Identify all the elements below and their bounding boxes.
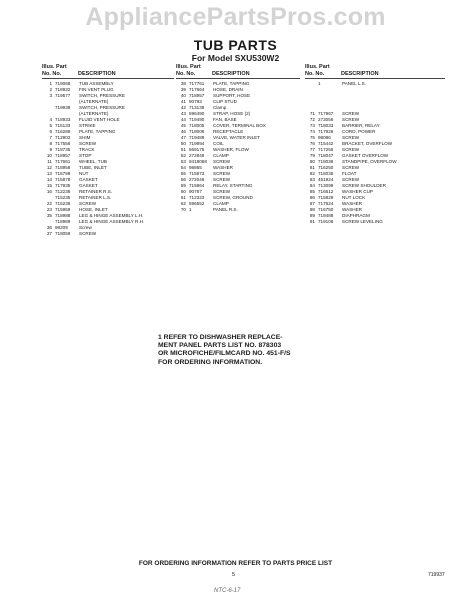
illus-number: 8 bbox=[49, 141, 52, 146]
part-description: PANEL L.S. bbox=[342, 81, 366, 86]
description-header: DESCRIPTION bbox=[78, 71, 116, 77]
part-number: 715799 bbox=[55, 171, 71, 176]
part-description: SCREW bbox=[342, 147, 360, 152]
part-description: BRACKET, OVERFLOW bbox=[342, 141, 393, 146]
illus-number: 86 bbox=[309, 195, 315, 200]
part-description: CLIP STUD bbox=[213, 99, 237, 104]
illus-number: 3 bbox=[49, 93, 52, 98]
illus-number: 6 bbox=[49, 129, 52, 134]
illus-number: 60 bbox=[180, 189, 186, 194]
table-row bbox=[42, 231, 174, 237]
illus-number: 74 bbox=[309, 129, 315, 134]
part-number: 9418068 bbox=[189, 159, 207, 164]
part-description: SCREW bbox=[79, 231, 97, 236]
part-number: 719068 bbox=[55, 81, 71, 86]
illus-number: 44 bbox=[180, 117, 186, 122]
part-description: SCREW bbox=[342, 117, 360, 122]
part-description: PLATE, TAPPING bbox=[213, 81, 250, 86]
part-number: 719577 bbox=[55, 93, 71, 98]
illus-number: 1 bbox=[49, 81, 52, 86]
part-description: NUT LOCK bbox=[342, 195, 366, 200]
part-description: RETAINER L.S. bbox=[79, 195, 112, 200]
part-description: COVER, TERMINAL BOX bbox=[213, 123, 266, 128]
part-description: FLOAT bbox=[342, 171, 357, 176]
parts-column-3 bbox=[305, 64, 445, 225]
part-description: PANEL R.S. bbox=[213, 207, 238, 212]
part-number: 719106 bbox=[318, 219, 334, 224]
part-description: NUT bbox=[79, 171, 89, 176]
part-number: 569175 bbox=[189, 147, 205, 152]
part-description: DIAPHRAGM bbox=[342, 213, 370, 218]
page-number: 5 bbox=[232, 572, 236, 578]
part-number: 596490 bbox=[189, 111, 205, 116]
part-number: 718033 bbox=[318, 123, 334, 128]
part-description: HOSE, INLET bbox=[79, 207, 108, 212]
part-number: 718958 bbox=[55, 165, 71, 170]
page-title: TUB PARTS bbox=[193, 37, 278, 53]
part-description: SCREW bbox=[342, 135, 360, 140]
part-description: STANDPIPE, OVERFLOW bbox=[342, 159, 397, 164]
illus-number: 16 bbox=[46, 189, 52, 194]
illus-number: 70 bbox=[180, 207, 186, 212]
header-rule bbox=[305, 78, 445, 79]
illus-number: 38 bbox=[180, 81, 186, 86]
part-number: 717556 bbox=[55, 141, 71, 146]
part-description: STRIKE bbox=[79, 123, 96, 128]
part-description: SCREW bbox=[213, 171, 231, 176]
part-description: RECEPTACLE bbox=[213, 129, 244, 134]
watermark: AppliancePartsPros.com bbox=[85, 3, 386, 31]
part-number: 716289 bbox=[55, 129, 71, 134]
part-description: RETAINER R.S. bbox=[79, 189, 113, 194]
ordering-footer: FOR ORDERING INFORMATION REFER TO PARTS PRICE LIST bbox=[138, 560, 333, 567]
illus-number: 9 bbox=[49, 147, 52, 152]
illus-number: 12 bbox=[46, 165, 52, 170]
illus-number: 71 bbox=[309, 111, 315, 116]
part-number: 273056 bbox=[318, 117, 334, 122]
part-description: TUB ASSEMBLY bbox=[79, 81, 114, 86]
illus-number: 89 bbox=[309, 213, 315, 218]
part-number: 717624 bbox=[318, 201, 334, 206]
part-number: 713099 bbox=[318, 183, 334, 188]
part-number: 715864 bbox=[189, 183, 205, 188]
illus-number: 15 bbox=[46, 183, 52, 188]
illus-number: 2 bbox=[49, 87, 52, 92]
illus-number: 7 bbox=[49, 135, 52, 140]
part-description: SUPPORT, HOSE bbox=[213, 93, 251, 98]
part-description: LEG & HINGE ASSEMBLY R.H. bbox=[79, 219, 145, 224]
illus-number: 73 bbox=[309, 123, 315, 128]
illus-number: 5 bbox=[49, 123, 52, 128]
illus-number: 43 bbox=[180, 111, 186, 116]
part-number: 712236 bbox=[55, 189, 71, 194]
illus-number: 87 bbox=[309, 201, 315, 206]
part-number: 718059 bbox=[55, 231, 71, 236]
part-description: SWITCH, PRESSURE bbox=[79, 93, 125, 98]
part-description: STOP bbox=[79, 153, 92, 158]
part-description: FIN VENT PLUG bbox=[79, 87, 114, 92]
part-description: SCREW bbox=[342, 165, 360, 170]
illus-number: 11 bbox=[47, 159, 52, 164]
part-description: SCREW bbox=[342, 177, 360, 182]
column-header bbox=[305, 64, 445, 78]
part-description: SCREW bbox=[79, 141, 97, 146]
part-number: 715973 bbox=[189, 171, 205, 176]
header-rule bbox=[176, 78, 300, 79]
part-description: HOSE, DRAIN bbox=[213, 87, 243, 92]
illus-number: 80 bbox=[309, 159, 315, 164]
part-number: 718932 bbox=[55, 87, 71, 92]
note-line: OR MICROFICHE/FILMCARD NO. 451-F/S bbox=[158, 350, 291, 358]
note-line: 1 REFER TO DISHWASHER REPLACE- bbox=[158, 334, 283, 341]
illus-number: 91 bbox=[309, 219, 315, 224]
illus-number: 42 bbox=[180, 105, 186, 110]
illus-part-header: Illus. Part bbox=[305, 64, 330, 70]
part-number: 272046 bbox=[189, 177, 205, 182]
illus-number: 88 bbox=[309, 207, 315, 212]
illus-number: 72 bbox=[309, 117, 315, 122]
note-line: FOR ORDERING INFORMATION. bbox=[158, 358, 263, 366]
illus-number: 79 bbox=[309, 153, 315, 158]
illus-number: 75 bbox=[309, 135, 315, 140]
part-number: 718005 bbox=[189, 123, 205, 128]
part-description: CLAMP bbox=[213, 201, 229, 206]
part-description: SWITCH, PRESSURE bbox=[79, 105, 125, 110]
part-number: 98209 bbox=[55, 225, 68, 230]
part-number: 719994 bbox=[189, 141, 205, 146]
illus-number: 39 bbox=[180, 87, 186, 92]
illus-number: 4 bbox=[49, 117, 52, 122]
panel-note bbox=[158, 334, 428, 367]
part-description: VALVE, WATER INLET bbox=[213, 135, 261, 140]
part-description: WASHER bbox=[342, 201, 362, 206]
part-number: 719488 bbox=[318, 213, 334, 218]
part-description: STRAP, HOSE (2) bbox=[213, 111, 251, 116]
illus-number: 36 bbox=[46, 225, 52, 230]
part-description: TUBE, INLET bbox=[79, 165, 107, 170]
part-number: 451924 bbox=[318, 177, 334, 182]
part-description: WASHER bbox=[213, 165, 233, 170]
part-number: 718036 bbox=[318, 159, 334, 164]
illus-number: 47 bbox=[180, 135, 186, 140]
illus-number: 54 bbox=[180, 165, 186, 170]
part-description: Clamp bbox=[213, 105, 227, 110]
part-number: 718047 bbox=[318, 153, 334, 158]
part-description: FAN, BASE bbox=[213, 117, 237, 122]
part-number: 712902 bbox=[55, 135, 71, 140]
part-number: 716612 bbox=[318, 189, 334, 194]
part-number: 717935 bbox=[55, 183, 71, 188]
parts-column-1 bbox=[42, 64, 174, 237]
part-number: 596552 bbox=[189, 201, 205, 206]
part-number: 90793 bbox=[189, 99, 202, 104]
illus-number: 50 bbox=[180, 141, 186, 146]
illus-number: 53 bbox=[180, 159, 186, 164]
illus-number: 52 bbox=[180, 153, 186, 158]
part-description: SCREW bbox=[213, 177, 231, 182]
illus-number: 40 bbox=[180, 93, 186, 98]
part-number: 719938 bbox=[55, 105, 71, 110]
illus-number: 46 bbox=[180, 129, 186, 134]
part-description: SHIM bbox=[79, 135, 91, 140]
illus-number: 85 bbox=[309, 189, 315, 194]
part-number: 718957 bbox=[189, 93, 205, 98]
illus-number: 13 bbox=[46, 171, 52, 176]
part-number: 715829 bbox=[318, 195, 334, 200]
part-description: RELAY, STARTING bbox=[213, 183, 253, 188]
illus-number: 82 bbox=[309, 171, 315, 176]
illus-number: 10 bbox=[46, 153, 52, 158]
illus-number: 23 bbox=[46, 207, 52, 212]
part-number: 718933 bbox=[55, 117, 71, 122]
parts-column-2 bbox=[176, 64, 300, 213]
part-number: 716250 bbox=[318, 165, 334, 170]
part-description: FLUID VENT HOLE bbox=[79, 117, 120, 122]
part-number: 715235 bbox=[55, 195, 71, 200]
illus-number: 83 bbox=[309, 177, 315, 182]
part-number: 1 bbox=[189, 207, 192, 212]
part-description: SCREW LEVELING bbox=[342, 219, 383, 224]
illus-number: 56 bbox=[180, 177, 186, 182]
description-header: DESCRIPTION bbox=[341, 71, 379, 77]
part-description: WASHER CUP bbox=[342, 189, 373, 194]
part-number: 717661 bbox=[55, 159, 71, 164]
illus-number: 84 bbox=[309, 183, 315, 188]
part-number: 717926 bbox=[318, 129, 334, 134]
part-number: 98865 bbox=[189, 165, 202, 170]
page-subtitle: For Model SXU530W2 bbox=[191, 53, 280, 63]
illus-number: 62 bbox=[180, 201, 186, 206]
part-number: 717664 bbox=[189, 87, 205, 92]
part-description: GASKET OVERFLOW bbox=[342, 153, 389, 158]
part-description: GASKET bbox=[79, 177, 98, 182]
part-number: 719490 bbox=[189, 117, 205, 122]
part-number: 715236 bbox=[55, 201, 71, 206]
illus-part-header: Illus. Part bbox=[176, 64, 201, 70]
header-rule bbox=[42, 78, 174, 79]
part-number: 715878 bbox=[55, 177, 71, 182]
part-description: CORD, POWER bbox=[342, 129, 376, 134]
illus-number: 41 bbox=[180, 99, 186, 104]
column-header bbox=[176, 64, 300, 78]
part-description: BARRIER, RELAY bbox=[342, 123, 380, 128]
part-description: WHEEL, TUB bbox=[79, 159, 107, 164]
note-line: MENT PANEL PARTS LIST NO. 878303 bbox=[158, 342, 282, 350]
part-number: 272848 bbox=[189, 153, 205, 158]
part-description: (ALTERNATE) bbox=[79, 111, 109, 116]
part-description: TRACK bbox=[79, 147, 95, 152]
part-number: 718988 bbox=[55, 213, 71, 218]
part-number: 717967 bbox=[318, 111, 334, 116]
part-description: SCREW bbox=[213, 159, 231, 164]
part-description: COIL bbox=[213, 141, 224, 146]
illus-number: 81 bbox=[309, 165, 315, 170]
illus-number: 77 bbox=[309, 147, 315, 152]
illus-number: 76 bbox=[309, 141, 315, 146]
description-header: DESCRIPTION bbox=[212, 71, 250, 77]
part-number: 718035 bbox=[318, 171, 334, 176]
part-description: Screw bbox=[79, 225, 92, 230]
part-number: 712323 bbox=[189, 195, 205, 200]
part-number: 718735 bbox=[55, 147, 71, 152]
column-header bbox=[42, 64, 174, 78]
no-no-header: No. No. bbox=[42, 71, 62, 77]
part-number: 713138 bbox=[189, 105, 205, 110]
illus-number: 22 bbox=[46, 201, 52, 206]
part-description: SCREW, GROUND bbox=[213, 195, 253, 200]
part-number: 90767 bbox=[189, 189, 202, 194]
document-code: 719937 bbox=[428, 572, 445, 578]
part-description: SCREW bbox=[79, 201, 97, 206]
part-number: 719489 bbox=[189, 135, 205, 140]
part-number: 717256 bbox=[318, 147, 334, 152]
part-description: WASHER, FLOW bbox=[213, 147, 249, 152]
part-number: 98086 bbox=[318, 135, 331, 140]
no-no-header: No. No. bbox=[176, 71, 196, 77]
table-row bbox=[176, 207, 300, 213]
part-number: 715442 bbox=[318, 141, 334, 146]
part-number: 717761 bbox=[189, 81, 205, 86]
part-description: GASKET bbox=[79, 183, 98, 188]
illus-number: 61 bbox=[180, 195, 186, 200]
part-number: 718989 bbox=[55, 219, 71, 224]
part-description: PLATE, TAPPING bbox=[79, 129, 116, 134]
illus-number: 14 bbox=[46, 177, 52, 182]
part-number: 715133 bbox=[55, 123, 71, 128]
part-description: SCREW bbox=[213, 189, 231, 194]
illus-number: 51 bbox=[180, 147, 186, 152]
part-number: 1 bbox=[318, 81, 321, 86]
illus-part-header: Illus. Part bbox=[42, 64, 67, 70]
part-number: 715959 bbox=[55, 207, 71, 212]
part-number: 718957 bbox=[55, 153, 71, 158]
illus-number: 59 bbox=[180, 183, 186, 188]
illus-number: 55 bbox=[180, 171, 186, 176]
handwritten-mark: NTC-6-17 bbox=[214, 588, 241, 594]
part-description: WASHER bbox=[342, 207, 362, 212]
part-number: 716750 bbox=[318, 207, 334, 212]
part-description: SCREW SHOULDER bbox=[342, 183, 386, 188]
part-description: SCREW bbox=[342, 111, 360, 116]
part-description: (ALTERNATE) bbox=[79, 99, 109, 104]
illus-number: 35 bbox=[46, 213, 52, 218]
part-number: 718006 bbox=[189, 129, 205, 134]
table-row bbox=[305, 219, 445, 225]
illus-number: 37 bbox=[46, 231, 52, 236]
illus-number: 45 bbox=[180, 123, 186, 128]
part-description: LEG & HINGE ASSEMBLY L.H. bbox=[79, 213, 144, 218]
part-description: CLAMP bbox=[213, 153, 229, 158]
no-no-header: No. No. bbox=[305, 71, 325, 77]
